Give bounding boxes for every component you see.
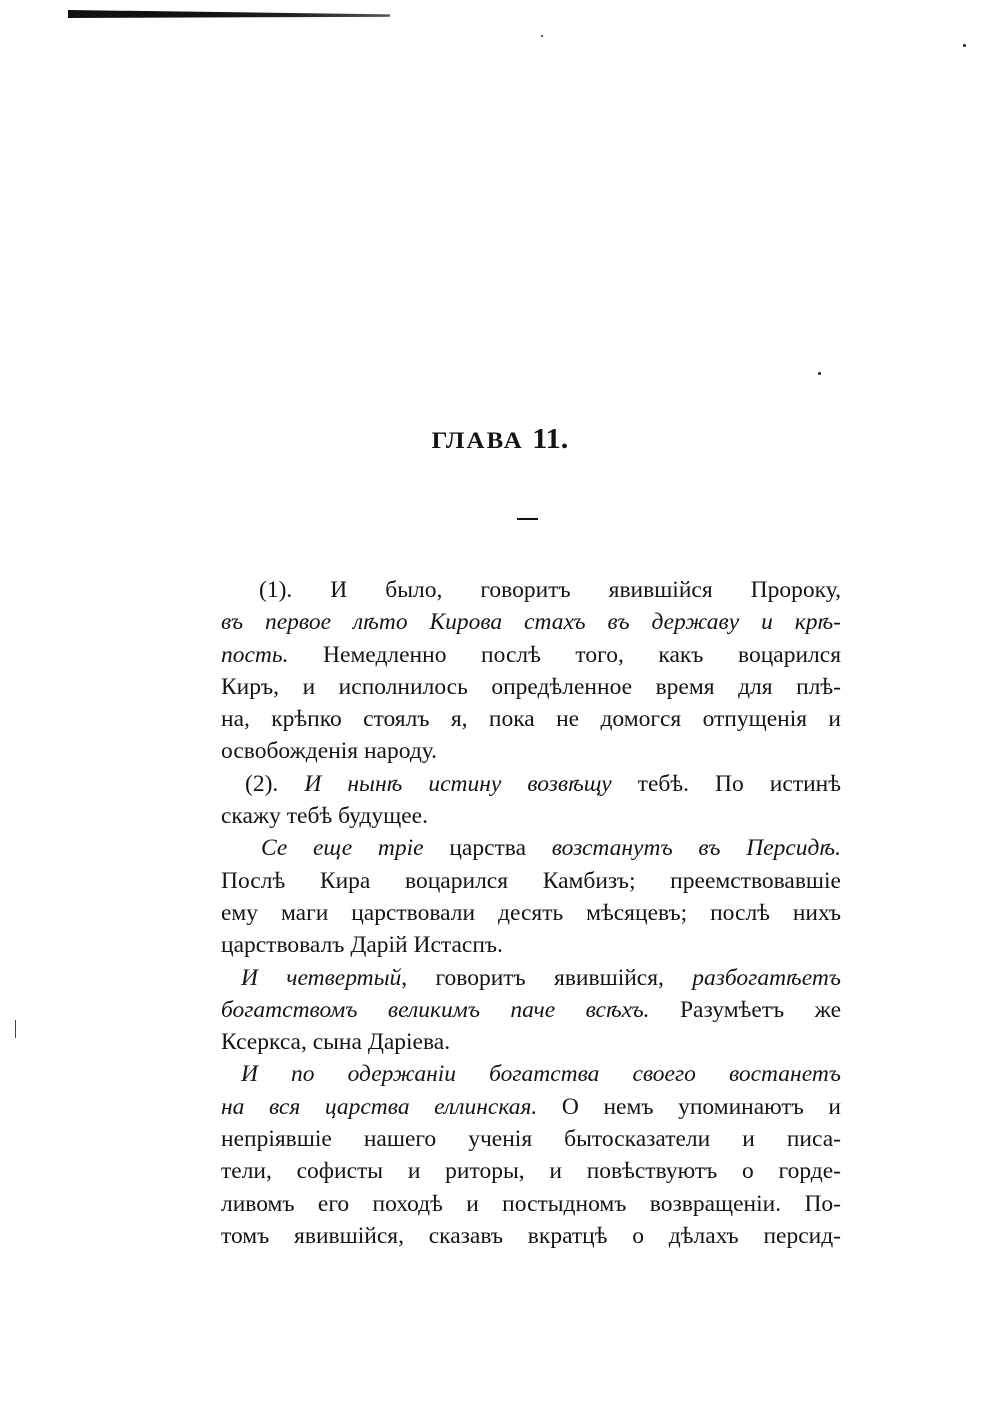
text-line	[221, 1155, 841, 1187]
text-line	[221, 735, 841, 767]
text-line	[221, 962, 841, 994]
text-line	[221, 671, 841, 703]
heading-dash	[517, 518, 538, 520]
speck	[963, 44, 966, 47]
text-segment: непріявшіе нашего ученія бытосказатели и писа-	[221, 1126, 841, 1153]
chapter-heading-numeral: 11.	[532, 424, 569, 455]
text-segment: (1). И было, говоритъ явившійся Пророку,	[259, 577, 841, 603]
text-line	[221, 606, 841, 638]
text-line	[221, 703, 841, 735]
text-segment: Разумѣетъ же	[649, 996, 841, 1023]
text-segment: Ксеркса, сына Даріева.	[221, 1029, 451, 1056]
text-segment: на, крѣпко стоялъ я, пока не домогся отпущенія и	[221, 706, 841, 733]
text-line	[221, 929, 841, 961]
text-line	[221, 1123, 841, 1155]
text-segment: тебѣ. По истинѣ	[611, 770, 842, 797]
text-line	[221, 1026, 841, 1058]
text-segment: разбогатѣетъ	[692, 964, 841, 991]
text-line	[221, 800, 841, 832]
text-segment: на вся царства еллинская.	[221, 1093, 538, 1120]
top-rule	[68, 10, 390, 18]
text-segment: томъ явившійся, сказавъ вкратцѣ о дѣлахъ персид-	[221, 1222, 841, 1249]
text-segment: Немедленно послѣ того, какъ воцарился	[288, 641, 841, 668]
text-segment: И нынѣ истину возвѣщу	[304, 770, 612, 797]
text-segment: , говоритъ явившійся,	[401, 964, 693, 991]
text-segment: Послѣ Кира воцарился Камбизъ; преемствовавшіе	[221, 867, 841, 894]
text-line	[221, 574, 841, 606]
text-segment: царствовалъ Дарій Истаспъ.	[221, 932, 503, 959]
text-line	[221, 897, 841, 929]
text-segment: тели, софисты и риторы, и повѣствуютъ о горде-	[221, 1158, 841, 1185]
text-segment: Се еще тріе	[261, 835, 424, 862]
speck	[541, 35, 543, 37]
text-segment: въ первое лѣто Кирова стахъ въ державу и крѣ-	[221, 609, 841, 636]
text-segment: Киръ, и исполнилось опредѣленное время для плѣ-	[221, 673, 841, 700]
text-segment: пость.	[221, 641, 289, 668]
text-segment: богатствомъ великимъ паче всѣхъ.	[221, 996, 650, 1023]
text-line	[221, 1091, 841, 1123]
text-segment: царства	[423, 835, 552, 862]
chapter-heading	[0, 424, 1000, 456]
text-segment: скажу тебѣ будущее.	[221, 803, 428, 830]
text-line	[221, 1058, 841, 1090]
text-segment: И по одержаніи богатства своего востанетъ	[241, 1061, 841, 1088]
margin-mark	[15, 1020, 16, 1038]
speck	[818, 372, 821, 375]
text-segment: освобожденія народу.	[221, 738, 438, 765]
chapter-heading-prefix: ГЛАВА	[431, 428, 524, 453]
text-line	[221, 768, 841, 800]
text-segment: возстанутъ въ Персидѣ.	[551, 835, 841, 862]
text-segment: О немъ упоминаютъ и	[537, 1093, 841, 1120]
text-segment: ливомъ его походѣ и постыдномъ возвращеніи. По-	[221, 1190, 841, 1217]
text-line	[221, 639, 841, 671]
text-segment: ему маги царствовали десять мѣсяцевъ; послѣ нихъ	[221, 899, 841, 926]
text-line	[221, 1188, 841, 1220]
text-block	[221, 574, 841, 1252]
text-segment: (2).	[245, 770, 305, 797]
text-line	[221, 1220, 841, 1252]
text-line	[221, 865, 841, 897]
text-line	[221, 832, 841, 864]
text-line	[221, 994, 841, 1026]
text-segment: И четвертый	[241, 964, 402, 991]
